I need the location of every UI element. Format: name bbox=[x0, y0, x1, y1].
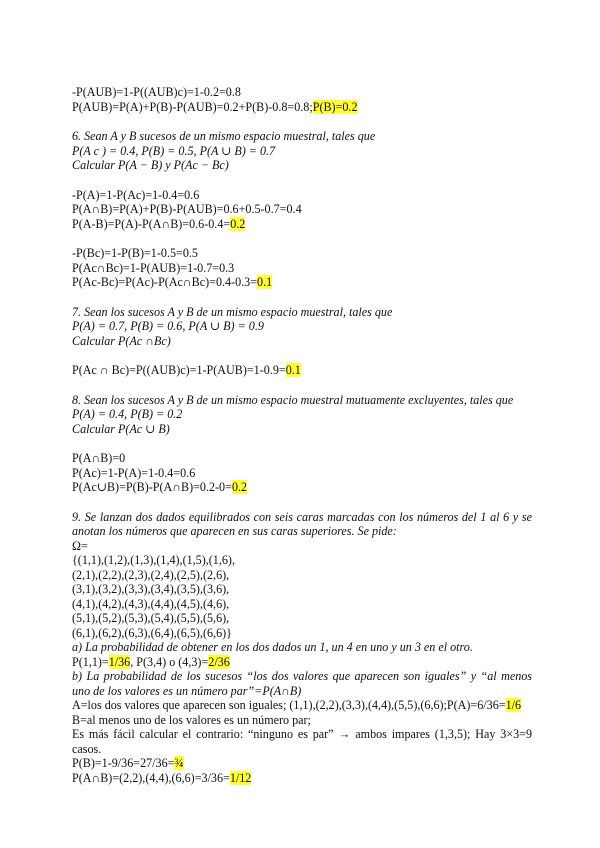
text-line: P(Ac ∩ Bc)=P((AUB)c)=1-P(AUB)=1-0.9=0.1 bbox=[72, 363, 301, 377]
text-line: P(B)=1-9/36=27/36=¾ bbox=[72, 756, 184, 770]
text-line: P(Ac∩Bc)=1-P(AUB)=1-0.7=0.3 bbox=[72, 260, 235, 275]
highlighted-answer: 0.2 bbox=[231, 480, 248, 494]
text-line: P(1,1)=1/36, P(3,4) o (4,3)=2/36 bbox=[72, 654, 230, 669]
text-line: A=los dos valores que aparecen son iguales; (1,1),(2,2),(3,3),(4,4),(5,5),(6,6);P(A)=6/36=1/6 bbox=[72, 698, 522, 712]
sample-space-row: (6,1),(6,2),(6,3),(6,4),(6,5),(6,6)} bbox=[72, 625, 232, 640]
highlighted-answer: 1/36 bbox=[108, 654, 131, 669]
highlighted-answer: 0.1 bbox=[285, 363, 301, 377]
sample-space-row: {(1,1),(1,2),(1,3),(1,4),(1,5),(1,6), bbox=[72, 553, 235, 567]
question-9a: a) La probabilidad de obtener en los dos dados un 1, un 4 en uno y un 3 en el otro. bbox=[72, 640, 473, 654]
text-line: P(A∩B)=0 bbox=[72, 451, 126, 465]
sample-space-row: (2,1),(2,2),(2,3),(2,4),(2,5),(2,6), bbox=[72, 567, 230, 582]
text-line: P(Ac∪B)=P(B)-P(A∩B)=0.2-0=0.2 bbox=[72, 480, 248, 494]
question-6-title: 6. Sean A y B sucesos de un mismo espacio muestral, tales que bbox=[72, 129, 376, 143]
text-line: -P(Bc)=1-P(B)=1-0.5=0.5 bbox=[72, 246, 198, 260]
text-line: P(Ac-Bc)=P(Ac)-P(Ac∩Bc)=0.4-0.3=0.1 bbox=[72, 275, 273, 289]
sample-space-row: (4,1),(4,2),(4,3),(4,4),(4,5),(4,6), bbox=[72, 596, 230, 611]
highlighted-answer: P(B)=0.2 bbox=[312, 99, 358, 114]
document-body bbox=[72, 85, 532, 785]
text-line: P(Ac)=1-P(A)=1-0.4=0.6 bbox=[72, 465, 196, 480]
text-line: B=al menos uno de los valores es un número par; bbox=[72, 712, 311, 727]
sample-space-row: (5,1),(5,2),(5,3),(5,4),(5,5),(5,6), bbox=[72, 611, 230, 625]
highlighted-answer: 0.2 bbox=[230, 216, 246, 231]
question-9-title: 9. Se lanzan dos dados equilibrados con seis caras marcadas con los números del 1 al 6 y se anotan los números que aparecen en sus caras superiores. Se pide: bbox=[72, 509, 532, 538]
highlighted-answer: 2/36 bbox=[208, 654, 230, 669]
question-7-title: 7. Sean los sucesos A y B de un mismo espacio muestral, tales que bbox=[72, 304, 393, 319]
text-line: P(AUB)=P(A)+P(B)-P(AUB)=0.2+P(B)-0.8=0.8;P(B)=0.2 bbox=[72, 99, 358, 114]
text-line: P(A∩B)=P(A)+P(B)-P(AUB)=0.6+0.5-0.7=0.4 bbox=[72, 202, 302, 216]
text-line: P(A∩B)=(2,2),(4,4),(6,6)=3/36=1/12 bbox=[72, 770, 252, 785]
highlighted-answer: 0.1 bbox=[257, 275, 273, 289]
question-8-title: 8. Sean los sucesos A y B de un mismo espacio muestral mutuamente excluyentes, tales que bbox=[72, 392, 514, 407]
sample-space-label: Ω= bbox=[72, 538, 88, 553]
sample-space-row: (3,1),(3,2),(3,3),(3,4),(3,5),(3,6), bbox=[72, 582, 230, 596]
question-6-given: P(A c ) = 0.4, P(B) = 0.5, P(A ∪ B) = 0.7 bbox=[72, 143, 276, 158]
text-line: -P(A)=1-P(Ac)=1-0.4=0.6 bbox=[72, 187, 200, 202]
question-9b: b) La probabilidad de los sucesos “los dos valores que aparecen son iguales” y “al menos uno de los valores es un número par”=P(A∩B) bbox=[72, 669, 532, 698]
text-line: Es más fácil calcular el contrario: “ninguno es par” → ambos impares (1,3,5); Hay 3×3=9 casos. bbox=[72, 727, 532, 756]
question-7-ask: Calcular P(Ac ∩Bc) bbox=[72, 333, 171, 348]
text-line: -P(AUB)=1-P((AUB)c)=1-0.2=0.8 bbox=[72, 85, 241, 99]
text-line: P(A-B)=P(A)-P(A∩B)=0.6-0.4=0.2 bbox=[72, 216, 246, 231]
highlighted-answer: 1/6 bbox=[505, 698, 522, 712]
question-8-given: P(A) = 0.4, P(B) = 0.2 bbox=[72, 407, 183, 421]
highlighted-answer: 1/12 bbox=[229, 770, 252, 785]
question-8-ask: Calcular P(Ac ∪ B) bbox=[72, 421, 170, 436]
question-6-ask: Calcular P(A − B) y P(Ac − Bc) bbox=[72, 158, 229, 172]
question-7-given: P(A) = 0.7, P(B) = 0.6, P(A ∪ B) = 0.9 bbox=[72, 319, 264, 333]
highlighted-answer: ¾ bbox=[174, 756, 184, 770]
